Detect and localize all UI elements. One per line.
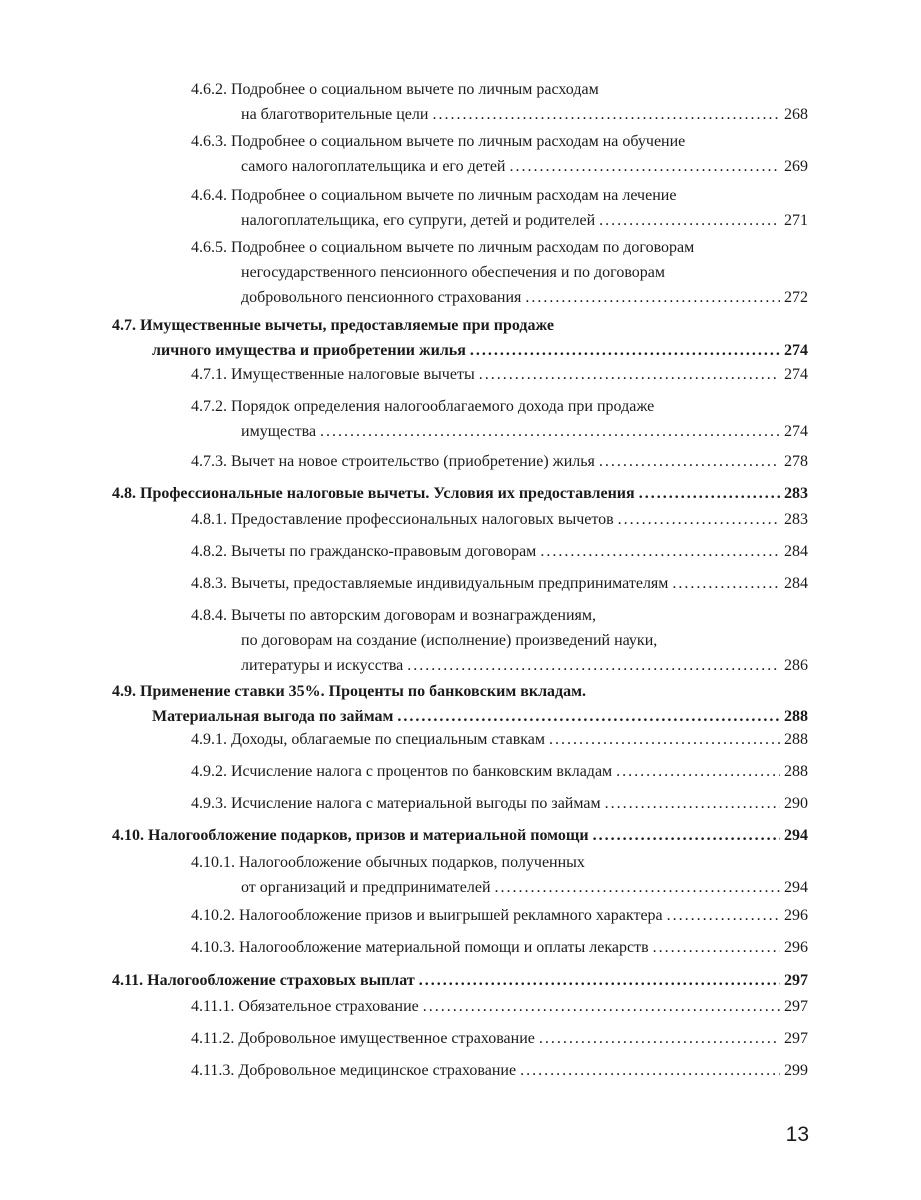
toc-page-number: 283 xyxy=(784,485,808,502)
toc-entry-title: самого налогоплательщика и его детей xyxy=(241,158,506,175)
dot-leader xyxy=(605,791,780,816)
toc-entry-title: негосударственного пенсионного обеспечения и по договорам xyxy=(241,264,666,281)
toc-page-number: 274 xyxy=(784,366,808,383)
toc-page-number: 299 xyxy=(784,1062,808,1079)
dot-leader xyxy=(495,875,780,900)
toc-entry-title: 4.10.2. Налогообложение призов и выигрышей рекламного характера xyxy=(191,907,663,924)
toc-section-title: Материальная выгода по займам xyxy=(152,708,394,725)
toc-entry-title: 4.11.3. Добровольное медицинское страхование xyxy=(191,1062,517,1079)
toc-entry-4-11-1[interactable] xyxy=(191,994,808,1019)
dot-leader xyxy=(540,539,780,564)
dot-leader xyxy=(525,285,780,310)
toc-page-number: 269 xyxy=(784,158,808,175)
toc-page-number: 288 xyxy=(784,731,808,748)
dot-leader xyxy=(549,727,780,752)
dot-leader xyxy=(539,1026,780,1051)
dot-leader xyxy=(320,419,780,444)
toc-entry-title: 4.9.1. Доходы, облагаемые по специальным ставкам xyxy=(191,731,546,748)
toc-entry-4-9-2[interactable] xyxy=(191,759,808,784)
dot-leader xyxy=(397,704,780,729)
toc-entry-title: 4.10.3. Налогообложение материальной помощи и оплаты лекарств xyxy=(191,939,649,956)
toc-section-4-8[interactable] xyxy=(112,481,808,506)
toc-section-title: 4.10. Налогообложение подарков, призов и материальной помощи xyxy=(112,827,589,844)
toc-entry-title: 4.11.2. Добровольное имущественное страхование xyxy=(191,1030,535,1047)
toc-page-number: 297 xyxy=(784,1030,808,1047)
toc-section-4-7[interactable] xyxy=(112,313,808,363)
toc-page-number: 272 xyxy=(784,289,808,306)
toc-entry-title: 4.7.3. Вычет на новое строительство (приобретение) жилья xyxy=(191,453,595,470)
toc-entry-title: 4.8.2. Вычеты по гражданско-правовым договорам xyxy=(191,543,537,560)
dot-leader xyxy=(423,994,780,1019)
toc-entry-4-7-2[interactable] xyxy=(191,394,808,444)
dot-leader xyxy=(510,154,781,179)
toc-entry-title: 4.9.3. Исчисление налога с материальной выгоды по займам xyxy=(191,795,601,812)
toc-entry-title: 4.6.4. Подробнее о социальном вычете по личным расходам на лечение xyxy=(191,187,677,204)
toc-section-4-10[interactable] xyxy=(112,823,808,848)
toc-page-number: 288 xyxy=(784,763,808,780)
toc-section-4-11[interactable] xyxy=(112,968,808,993)
toc-entry-4-7-1[interactable] xyxy=(191,362,808,387)
toc-entry-4-11-3[interactable] xyxy=(191,1058,808,1083)
toc-entry-title: 4.9.2. Исчисление налога с процентов по банковским вкладам xyxy=(191,763,613,780)
toc-page-number: 278 xyxy=(784,453,808,470)
dot-leader xyxy=(479,362,780,387)
toc-section-title: личного имущества и приобретении жилья xyxy=(152,342,466,359)
toc-entry-title: 4.10.1. Налогообложение обычных подарков, полученных xyxy=(191,854,585,871)
page-number: 13 xyxy=(785,1123,809,1146)
dot-leader xyxy=(653,935,780,960)
toc-entry-title: 4.8.3. Вычеты, предоставляемые индивидуальным предпринимателям xyxy=(191,575,669,592)
toc-page-number: 297 xyxy=(784,972,808,989)
toc-section-4-9[interactable] xyxy=(112,679,808,729)
toc-page-number: 284 xyxy=(784,575,808,592)
dot-leader xyxy=(616,759,780,784)
dot-leader xyxy=(639,481,780,506)
dot-leader xyxy=(593,823,780,848)
dot-leader xyxy=(520,1058,780,1083)
toc-page-number: 274 xyxy=(784,423,808,440)
toc-entry-4-11-2[interactable] xyxy=(191,1026,808,1051)
toc-page-number: 283 xyxy=(784,511,808,528)
dot-leader xyxy=(618,507,780,532)
dot-leader xyxy=(470,338,780,363)
toc-entry-title: добровольного пенсионного страхования xyxy=(241,289,522,306)
toc-entry-4-8-2[interactable] xyxy=(191,539,808,564)
toc-entry-4-6-4[interactable] xyxy=(191,183,808,233)
toc-page-number: 271 xyxy=(784,212,808,229)
toc-page-number: 274 xyxy=(784,342,808,359)
toc-entry-4-8-3[interactable] xyxy=(191,571,808,596)
toc-entry-4-6-3[interactable] xyxy=(191,129,808,179)
toc-page-number: 296 xyxy=(784,939,808,956)
dot-leader xyxy=(419,968,780,993)
toc-page-number: 294 xyxy=(784,879,808,896)
toc-section-title: 4.9. Применение ставки 35%. Проценты по банковским вкладам. xyxy=(112,683,587,700)
toc-entry-title: налогоплательщика, его супруги, детей и родителей xyxy=(241,212,596,229)
toc-entry-title: по договорам на создание (исполнение) произведений науки, xyxy=(241,632,658,649)
dot-leader xyxy=(407,653,780,678)
dot-leader xyxy=(667,903,780,928)
toc-entry-title: 4.11.1. Обязательное страхование xyxy=(191,998,419,1015)
toc-entry-title: 4.6.3. Подробнее о социальном вычете по личным расходам на обучение xyxy=(191,133,686,150)
toc-page-number: 286 xyxy=(784,657,808,674)
toc-entry-title: 4.7.1. Имущественные налоговые вычеты xyxy=(191,366,475,383)
toc-entry-title: 4.6.2. Подробнее о социальном вычете по личным расходам xyxy=(191,81,599,98)
toc-page-number: 288 xyxy=(784,708,808,725)
toc-page-number: 296 xyxy=(784,907,808,924)
toc-entry-4-9-1[interactable] xyxy=(191,727,808,752)
toc-page-number: 268 xyxy=(784,106,808,123)
dot-leader xyxy=(672,571,780,596)
toc-entry-4-10-2[interactable] xyxy=(191,903,808,928)
toc-entry-4-9-3[interactable] xyxy=(191,791,808,816)
dot-leader xyxy=(599,208,780,233)
toc-entry-4-10-3[interactable] xyxy=(191,935,808,960)
toc-entry-title: имущества xyxy=(241,423,317,440)
toc-page-number: 290 xyxy=(784,795,808,812)
toc-entry-title: 4.6.5. Подробнее о социальном вычете по личным расходам по договорам xyxy=(191,239,695,256)
toc-entry-title: литературы и искусства xyxy=(241,657,404,674)
toc-entry-4-6-5[interactable] xyxy=(191,235,808,310)
toc-page-number: 297 xyxy=(784,998,808,1015)
toc-section-title: 4.8. Профессиональные налоговые вычеты. Условия их предоставления xyxy=(112,485,635,502)
toc-entry-4-7-3[interactable] xyxy=(191,449,808,474)
toc-entry-4-8-1[interactable] xyxy=(191,507,808,532)
toc-entry-title: на благотворительные цели xyxy=(241,106,429,123)
dot-leader xyxy=(599,449,780,474)
toc-section-title: 4.11. Налогообложение страховых выплат xyxy=(112,972,415,989)
toc-entry-title: от организаций и предпринимателей xyxy=(241,879,491,896)
toc-entry-4-8-4[interactable] xyxy=(191,603,808,678)
toc-entry-title: 4.8.1. Предоставление профессиональных налоговых вычетов xyxy=(191,511,614,528)
toc-page-number: 294 xyxy=(784,827,808,844)
toc-entry-4-10-1[interactable] xyxy=(191,850,808,900)
toc-entry-4-6-2[interactable] xyxy=(191,77,808,127)
dot-leader xyxy=(432,102,780,127)
toc-page-number: 284 xyxy=(784,543,808,560)
toc-entry-title: 4.7.2. Порядок определения налогооблагаемого дохода при продаже xyxy=(191,398,655,415)
toc-entry-title: 4.8.4. Вычеты по авторским договорам и вознаграждениям, xyxy=(191,607,597,624)
toc-section-title: 4.7. Имущественные вычеты, предоставляемые при продаже xyxy=(112,317,554,334)
